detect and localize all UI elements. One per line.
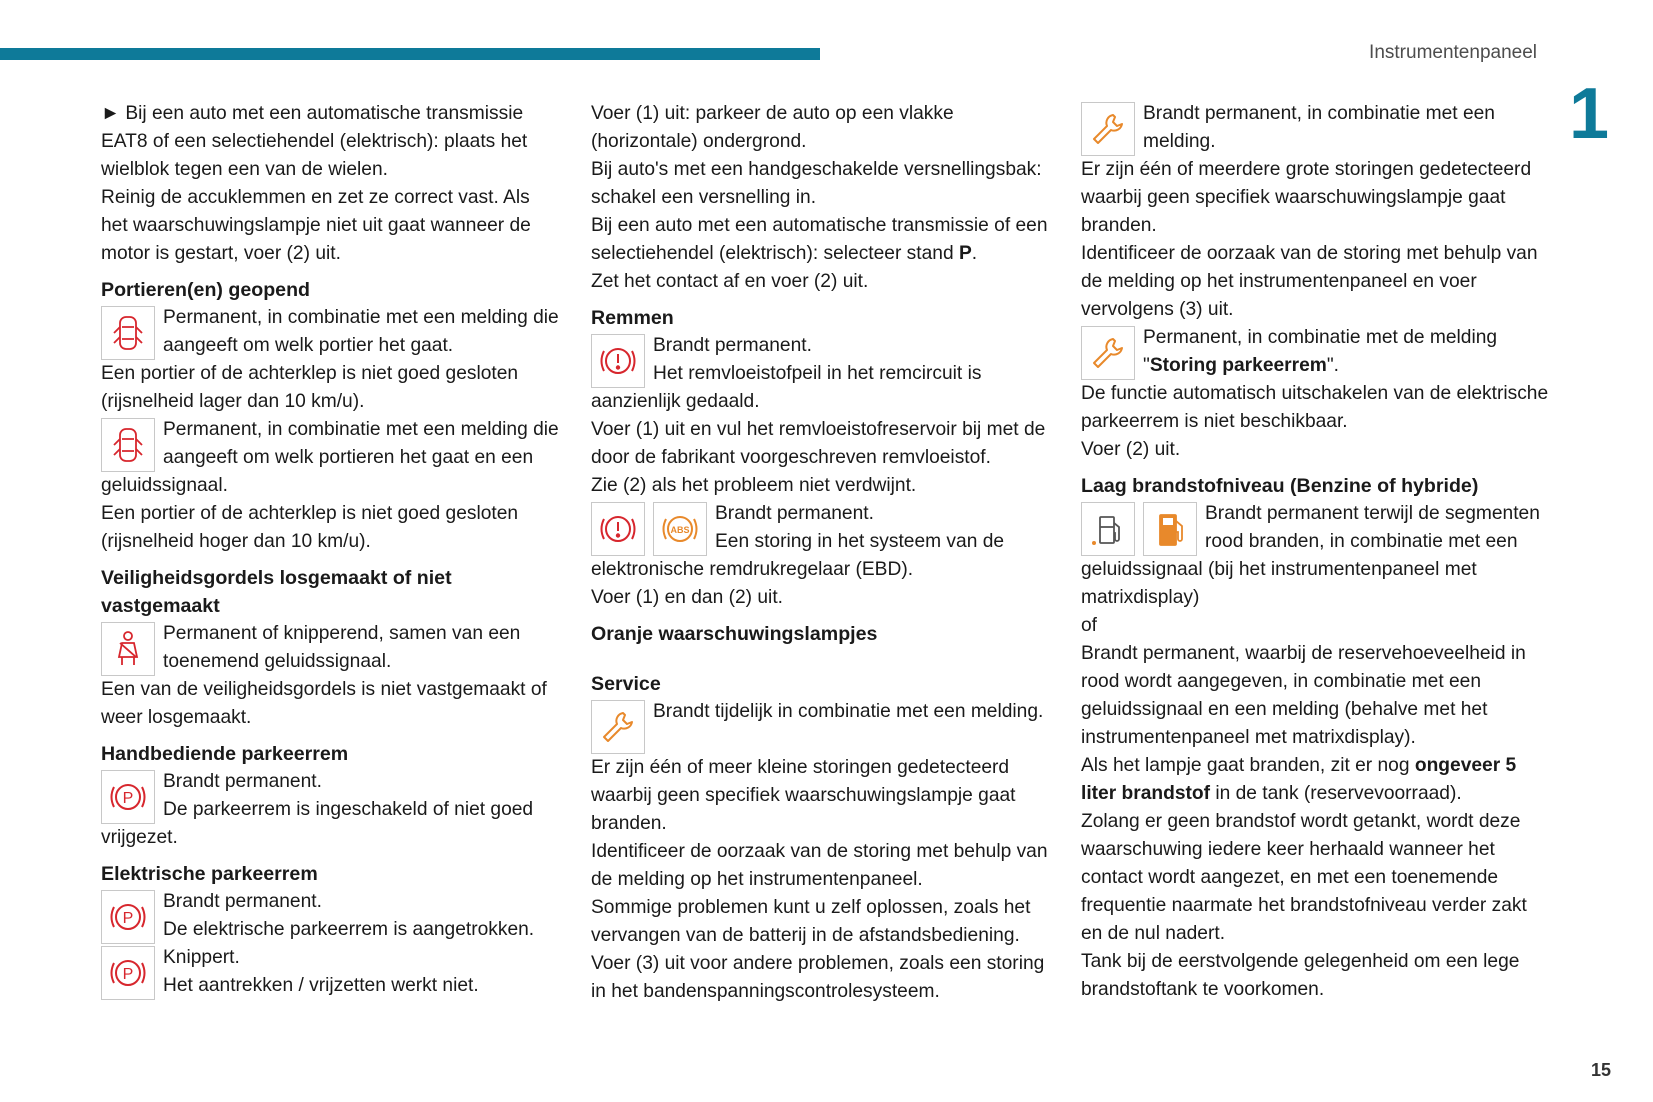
warning-entry (1081, 100, 1551, 156)
section-heading-handbrake: Handbediende parkeerrem (101, 743, 349, 765)
fuel-pump-icon (1143, 502, 1197, 556)
warning-text (1081, 324, 1551, 380)
bold-text: P (958, 243, 972, 264)
brake-warning-icon (591, 334, 645, 388)
paragraph: Sommige problemen kunt u zelf oplossen, zoals het vervangen van de batterij in de afstandsbediening. (591, 897, 1031, 946)
svg-text:P: P (122, 966, 134, 983)
svg-text:P: P (122, 790, 134, 807)
door-open-icon (101, 418, 155, 472)
warning-text: Brandt permanent. (163, 891, 322, 912)
warning-text: Permanent of knipperend, samen van een toenemend geluidssignaal. (163, 623, 521, 672)
warning-entry (591, 500, 1051, 584)
paragraph: Zet het contact af en voer (2) uit. (591, 271, 869, 292)
text: in de tank (reservevoorraad). (1210, 783, 1462, 804)
paragraph: Bij auto's met een handgeschakelde versnellingsbak: schakel een versnelling in. (591, 159, 1042, 208)
warning-entry (101, 944, 561, 1000)
paragraph: ► Bij een auto met een automatische transmissie EAT8 of een selectiehendel (elektrisch): plaats het wielblok tegen een van de wielen. (101, 103, 528, 180)
parking-brake-icon (101, 770, 155, 824)
section-heading-orange-lights: Oranje waarschuwingslampjes (591, 623, 878, 645)
warning-text: Knippert. (163, 947, 240, 968)
warning-text: Brandt permanent. (715, 503, 874, 524)
parking-brake-icon (101, 890, 155, 944)
paragraph: of (1081, 615, 1098, 636)
door-open-icon (101, 306, 155, 360)
paragraph: Tank bij de eerstvolgende gelegenheid om een lege brandstoftank te voorkomen. (1081, 951, 1520, 1000)
paragraph: Er zijn één of meerdere grote storingen gedetecteerd waarbij geen specifiek waarschuwingslampje gaat branden. (1081, 159, 1532, 236)
paragraph: Voer (1) uit: parkeer de auto op een vlakke (horizontale) ondergrond. (591, 103, 954, 152)
warning-entry (101, 888, 561, 944)
paragraph: Identificeer de oorzaak van de storing met behulp van de melding op het instrumentenpaneel en voer vervolgens (3) uit. (1081, 243, 1538, 320)
wrench-icon (1081, 326, 1135, 380)
column-3 (1081, 100, 1551, 1004)
text: Bij een auto met een automatische transmissie of een selectiehendel (elektrisch): selecteer stand (591, 215, 1048, 264)
warning-entry (101, 620, 561, 676)
header-accent-bar (0, 48, 820, 60)
paragraph: Identificeer de oorzaak van de storing met behulp van de melding op het instrumentenpaneel. (591, 841, 1048, 890)
abs-label: ABS (670, 525, 690, 535)
paragraph: Een portier of de achterklep is niet goed gesloten (rijsnelheid lager dan 10 km/u). (101, 363, 519, 412)
paragraph: Een van de veiligheidsgordels is niet vastgemaakt of weer losgemaakt. (101, 679, 547, 728)
section-heading-service: Service (591, 673, 661, 695)
chapter-number: 1 (1568, 74, 1609, 154)
paragraph: Voer (1) uit en vul het remvloeistofreservoir bij met de door de fabrikant voorgeschreven remvloeistof. (591, 419, 1046, 468)
paragraph: Zolang er geen brandstof wordt getankt, wordt deze waarschuwing iedere keer herhaald wanneer het contact wordt aangezet, en met een toenemende frequentie naarmate het brandstofniveau verder zakt en de nul nadert. (1081, 811, 1527, 944)
section-heading-doors: Portieren(en) geopend (101, 279, 311, 301)
svg-text:P: P (122, 910, 134, 927)
running-header: Instrumentenpaneel (1369, 42, 1537, 63)
paragraph: Reinig de accuklemmen en zet ze correct vast. Als het waarschuwingslampje niet uit gaat wanneer de motor is gestart, voer (2) uit. (101, 187, 531, 264)
paragraph: Er zijn één of meer kleine storingen gedetecteerd waarbij geen specifiek waarschuwingslampje gaat branden. (591, 757, 1016, 834)
warning-text: Permanent, in combinatie met een melding die aangeeft om welk portieren het gaat en een geluidssignaal. (101, 419, 559, 496)
warning-entry (1081, 324, 1551, 380)
bold-text: ongeveer 5 liter brandstof (1081, 755, 1517, 804)
warning-text: Het remvloeistofpeil in het remcircuit is aanzienlijk gedaald. (591, 363, 982, 412)
warning-text: Brandt permanent terwijl de segmenten rood branden, in combinatie met een geluidssignaal (bij het instrumentenpaneel met matrixdisplay) (1081, 503, 1540, 608)
warning-text: Permanent, in combinatie met een melding die aangeeft om welk portier het gaat. (163, 307, 559, 356)
wrench-icon (591, 700, 645, 754)
abs-icon (653, 502, 707, 556)
paragraph (591, 212, 1051, 268)
section-heading-fuel: Laag brandstofniveau (Benzine of hybride) (1081, 475, 1479, 497)
warning-entry (101, 768, 561, 852)
warning-text: De elektrische parkeerrem is aangetrokken. (163, 919, 535, 940)
brake-warning-icon (591, 502, 645, 556)
parking-brake-icon (101, 946, 155, 1000)
bold-text: Storing parkeerrem (1149, 355, 1327, 376)
paragraph: Brandt permanent, waarbij de reservehoeveelheid in rood wordt aangegeven, in combinatie met een geluidssignaal en een melding (behalve met het instrumentenpaneel met matrixdisplay). (1081, 643, 1526, 748)
paragraph: De functie automatisch uitschakelen van de elektrische parkeerrem is niet beschikbaar. (1081, 383, 1549, 432)
warning-text: Brandt permanent, in combinatie met een melding. (1143, 103, 1495, 152)
warning-text: Het aantrekken / vrijzetten werkt niet. (163, 975, 479, 996)
warning-text: Brandt tijdelijk in combinatie met een melding. (653, 701, 1044, 722)
paragraph: Voer (3) uit voor andere problemen, zoals een storing in het bandenspanningscontrolesysteem. (591, 953, 1045, 1002)
warning-text: De parkeerrem is ingeschakeld of niet goed vrijgezet. (101, 799, 534, 848)
warning-entry (591, 332, 1051, 416)
page-number: 15 (1590, 1060, 1611, 1080)
warning-text: Brandt permanent. (653, 335, 812, 356)
text: Als het lampje gaat branden, zit er nog (1081, 755, 1415, 776)
warning-entry (591, 698, 1051, 754)
warning-text: Een storing in het systeem van de elektronische remdrukregelaar (EBD). (591, 531, 1005, 580)
seatbelt-icon (101, 622, 155, 676)
text: ". (1326, 355, 1339, 376)
column-1 (101, 100, 561, 1000)
fuel-pump-outline-icon (1081, 502, 1135, 556)
section-heading-epb: Elektrische parkeerrem (101, 863, 318, 885)
paragraph: Voer (2) uit. (1081, 439, 1181, 460)
column-2 (591, 100, 1051, 1006)
section-heading-brakes: Remmen (591, 307, 674, 329)
text: Permanent, in combinatie met de melding (1143, 327, 1498, 348)
paragraph: Zie (2) als het probleem niet verdwijnt. (591, 475, 917, 496)
text: " (1143, 355, 1150, 376)
wrench-icon (1081, 102, 1135, 156)
warning-entry (101, 304, 561, 360)
paragraph: Voer (1) en dan (2) uit. (591, 587, 783, 608)
paragraph: Een portier of de achterklep is niet goed gesloten (rijsnelheid hoger dan 10 km/u). (101, 503, 519, 552)
paragraph (1081, 752, 1551, 808)
warning-entry (101, 416, 561, 500)
section-heading-seatbelts: Veiligheidsgordels losgemaakt of niet vastgemaakt (101, 567, 452, 617)
warning-text: Brandt permanent. (163, 771, 322, 792)
warning-entry (1081, 500, 1551, 612)
text: . (971, 243, 978, 264)
